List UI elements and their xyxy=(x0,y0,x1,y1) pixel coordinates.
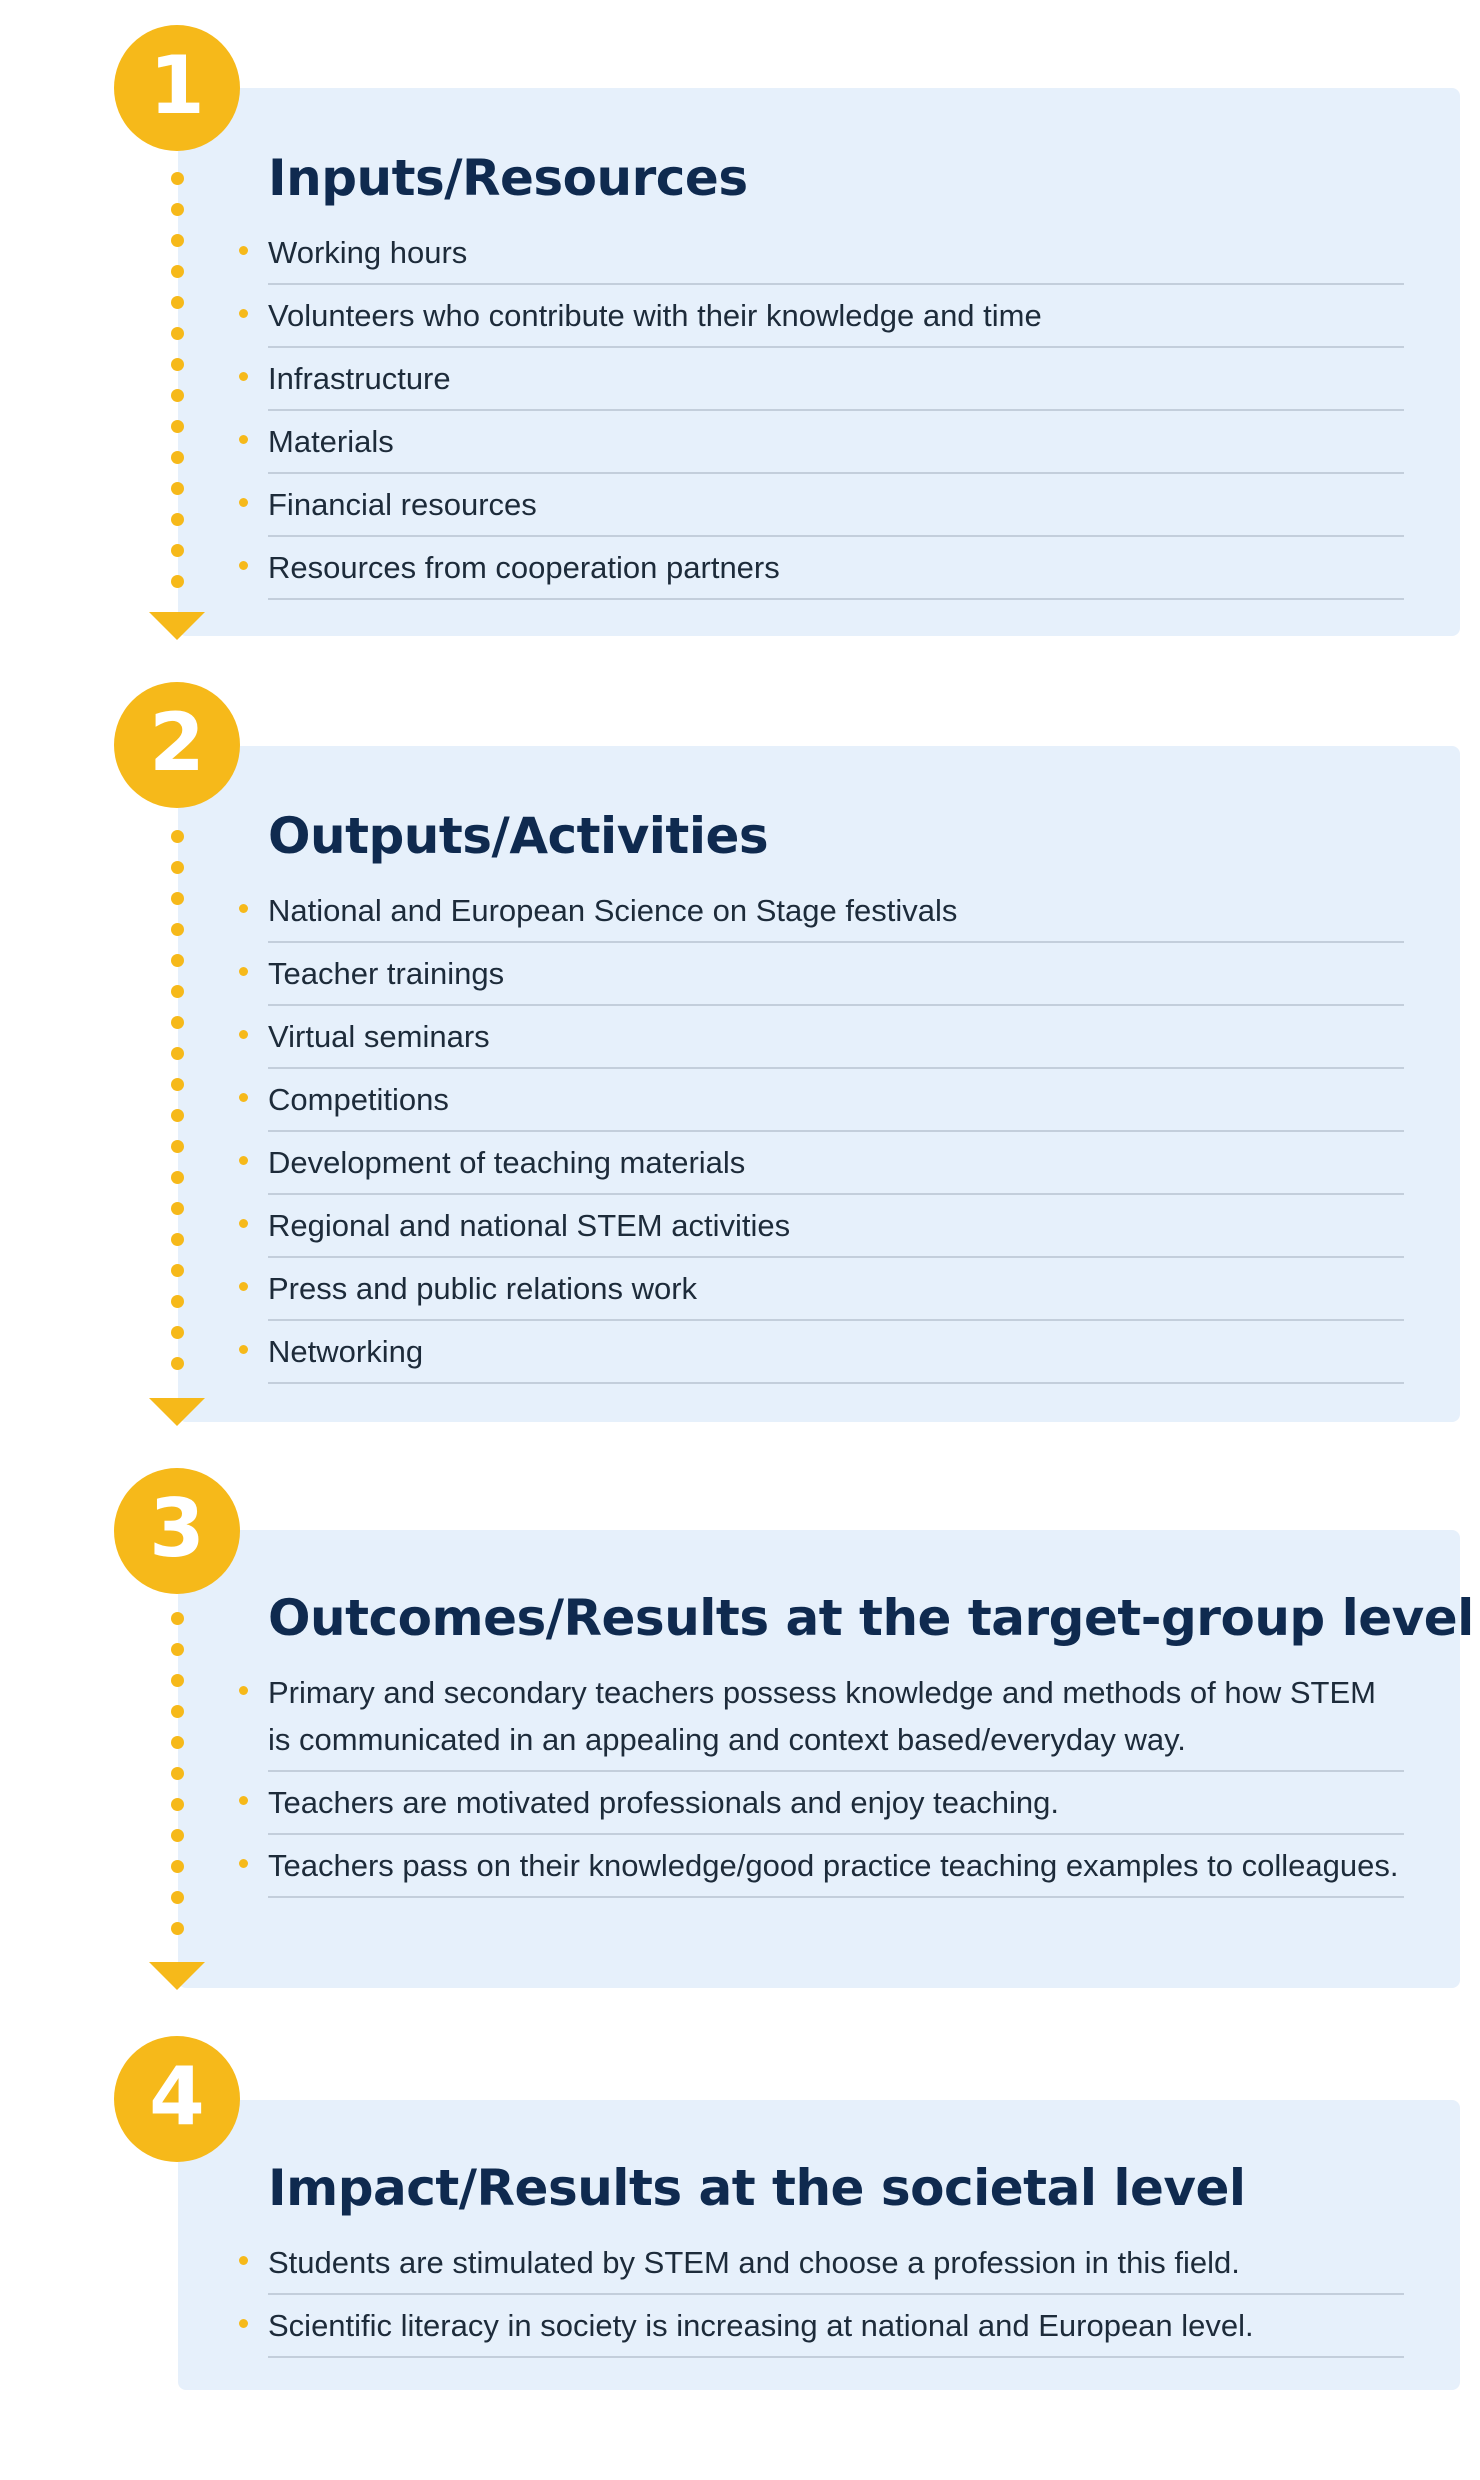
connector-dot xyxy=(171,544,184,557)
step-number: 2 xyxy=(149,696,205,789)
connector-dot xyxy=(171,1295,184,1308)
item-text: Working hours xyxy=(268,235,468,270)
item-text: Networking xyxy=(268,1334,424,1369)
item-text: Teacher trainings xyxy=(268,956,505,991)
connector-dot xyxy=(171,1674,184,1687)
section-title: Outputs/Activities xyxy=(268,807,769,865)
item-text: Financial resources xyxy=(268,487,537,522)
section-3-list xyxy=(268,1662,1404,1898)
list-item xyxy=(268,1069,1404,1132)
list-item xyxy=(268,411,1404,474)
connector-dot xyxy=(171,1264,184,1277)
connector-dot xyxy=(171,172,184,185)
item-text: Primary and secondary teachers possess knowledge and methods of how STEM is communicated in an appealing and context based/everyday way. xyxy=(268,1675,1376,1757)
list-item xyxy=(268,1006,1404,1069)
item-text: Development of teaching materials xyxy=(268,1145,746,1180)
section-2-list xyxy=(268,880,1404,1384)
arrow-down-icon xyxy=(149,612,205,640)
item-text: National and European Science on Stage festivals xyxy=(268,893,958,928)
connector-dot xyxy=(171,1767,184,1780)
bullet-icon xyxy=(239,1030,248,1039)
list-item xyxy=(268,474,1404,537)
item-text: Resources from cooperation partners xyxy=(268,550,780,585)
item-text: Materials xyxy=(268,424,394,459)
list-item xyxy=(268,1772,1404,1835)
item-text: Scientific literacy in society is increasing at national and European level. xyxy=(268,2308,1254,2343)
item-text: Infrastructure xyxy=(268,361,451,396)
connector-dot xyxy=(171,1357,184,1370)
item-text: Press and public relations work xyxy=(268,1271,698,1306)
list-item xyxy=(268,537,1404,600)
connector-dot xyxy=(171,358,184,371)
step-3-badge xyxy=(114,1468,240,1594)
connector-dot xyxy=(171,1829,184,1842)
connector-dot xyxy=(171,1612,184,1625)
bullet-icon xyxy=(239,498,248,507)
connector-dot xyxy=(171,1078,184,1091)
bullet-icon xyxy=(239,246,248,255)
connector-dot xyxy=(171,1705,184,1718)
list-item xyxy=(268,1132,1404,1195)
connector-dot xyxy=(171,954,184,967)
step-1-badge xyxy=(114,25,240,151)
item-text: Competitions xyxy=(268,1082,449,1117)
connector-dot xyxy=(171,265,184,278)
bullet-icon xyxy=(239,967,248,976)
connector-dot xyxy=(171,1202,184,1215)
connector-dot xyxy=(171,1643,184,1656)
step-number: 4 xyxy=(149,2050,205,2143)
bullet-icon xyxy=(239,1093,248,1102)
connector-dot xyxy=(171,1171,184,1184)
list-item xyxy=(268,1195,1404,1258)
bullet-icon xyxy=(239,435,248,444)
connector-dot xyxy=(171,234,184,247)
bullet-icon xyxy=(239,1219,248,1228)
connector-dot xyxy=(171,451,184,464)
list-item xyxy=(268,2232,1404,2295)
step-number: 1 xyxy=(149,39,205,132)
bullet-icon xyxy=(239,1859,248,1868)
list-item xyxy=(268,1258,1404,1321)
bullet-icon xyxy=(239,1345,248,1354)
section-title: Impact/Results at the societal level xyxy=(268,2159,1246,2217)
connector-dot xyxy=(171,1922,184,1935)
item-text: Virtual seminars xyxy=(268,1019,490,1054)
connector-dot xyxy=(171,1140,184,1153)
connector-dot xyxy=(171,1798,184,1811)
connector-dot xyxy=(171,420,184,433)
list-item xyxy=(268,1321,1404,1384)
section-1-list xyxy=(268,222,1404,600)
step-2-badge xyxy=(114,682,240,808)
step-number: 3 xyxy=(149,1482,205,1575)
connector-dot xyxy=(171,1891,184,1904)
item-text: Students are stimulated by STEM and choose a profession in this field. xyxy=(268,2245,1240,2280)
connector-dot xyxy=(171,389,184,402)
connector-dot xyxy=(171,1109,184,1122)
connector-dot xyxy=(171,327,184,340)
bullet-icon xyxy=(239,2256,248,2265)
connector-dot xyxy=(171,575,184,588)
section-title: Inputs/Resources xyxy=(268,149,748,207)
list-item xyxy=(268,1662,1404,1772)
bullet-icon xyxy=(239,1156,248,1165)
connector-dot xyxy=(171,1860,184,1873)
arrow-down-icon xyxy=(149,1962,205,1990)
connector-dot xyxy=(171,892,184,905)
bullet-icon xyxy=(239,1796,248,1805)
bullet-icon xyxy=(239,2319,248,2328)
bullet-icon xyxy=(239,1686,248,1695)
item-text: Teachers pass on their knowledge/good practice teaching examples to colleagues. xyxy=(268,1848,1399,1883)
connector-dot xyxy=(171,861,184,874)
connector-dot xyxy=(171,1233,184,1246)
bullet-icon xyxy=(239,1282,248,1291)
step-4-badge xyxy=(114,2036,240,2162)
connector-dot xyxy=(171,923,184,936)
list-item xyxy=(268,222,1404,285)
connector-dot xyxy=(171,482,184,495)
section-title: Outcomes/Results at the target-group level xyxy=(268,1589,1474,1647)
connector-dot xyxy=(171,1047,184,1060)
bullet-icon xyxy=(239,561,248,570)
bullet-icon xyxy=(239,372,248,381)
list-item xyxy=(268,1835,1404,1898)
bullet-icon xyxy=(239,309,248,318)
connector-dot xyxy=(171,1016,184,1029)
list-item xyxy=(268,943,1404,1006)
item-text: Teachers are motivated professionals and enjoy teaching. xyxy=(268,1785,1059,1820)
list-item xyxy=(268,2295,1404,2358)
item-text: Volunteers who contribute with their knowledge and time xyxy=(268,298,1042,333)
connector-dot xyxy=(171,830,184,843)
connector-dot xyxy=(171,513,184,526)
connector-dot xyxy=(171,1326,184,1339)
connector-dot xyxy=(171,1736,184,1749)
item-text: Regional and national STEM activities xyxy=(268,1208,791,1243)
list-item xyxy=(268,880,1404,943)
arrow-down-icon xyxy=(149,1398,205,1426)
list-item xyxy=(268,348,1404,411)
list-item xyxy=(268,285,1404,348)
section-4-list xyxy=(268,2232,1404,2358)
connector-dot xyxy=(171,203,184,216)
connector-dot xyxy=(171,296,184,309)
bullet-icon xyxy=(239,904,248,913)
connector-dot xyxy=(171,985,184,998)
